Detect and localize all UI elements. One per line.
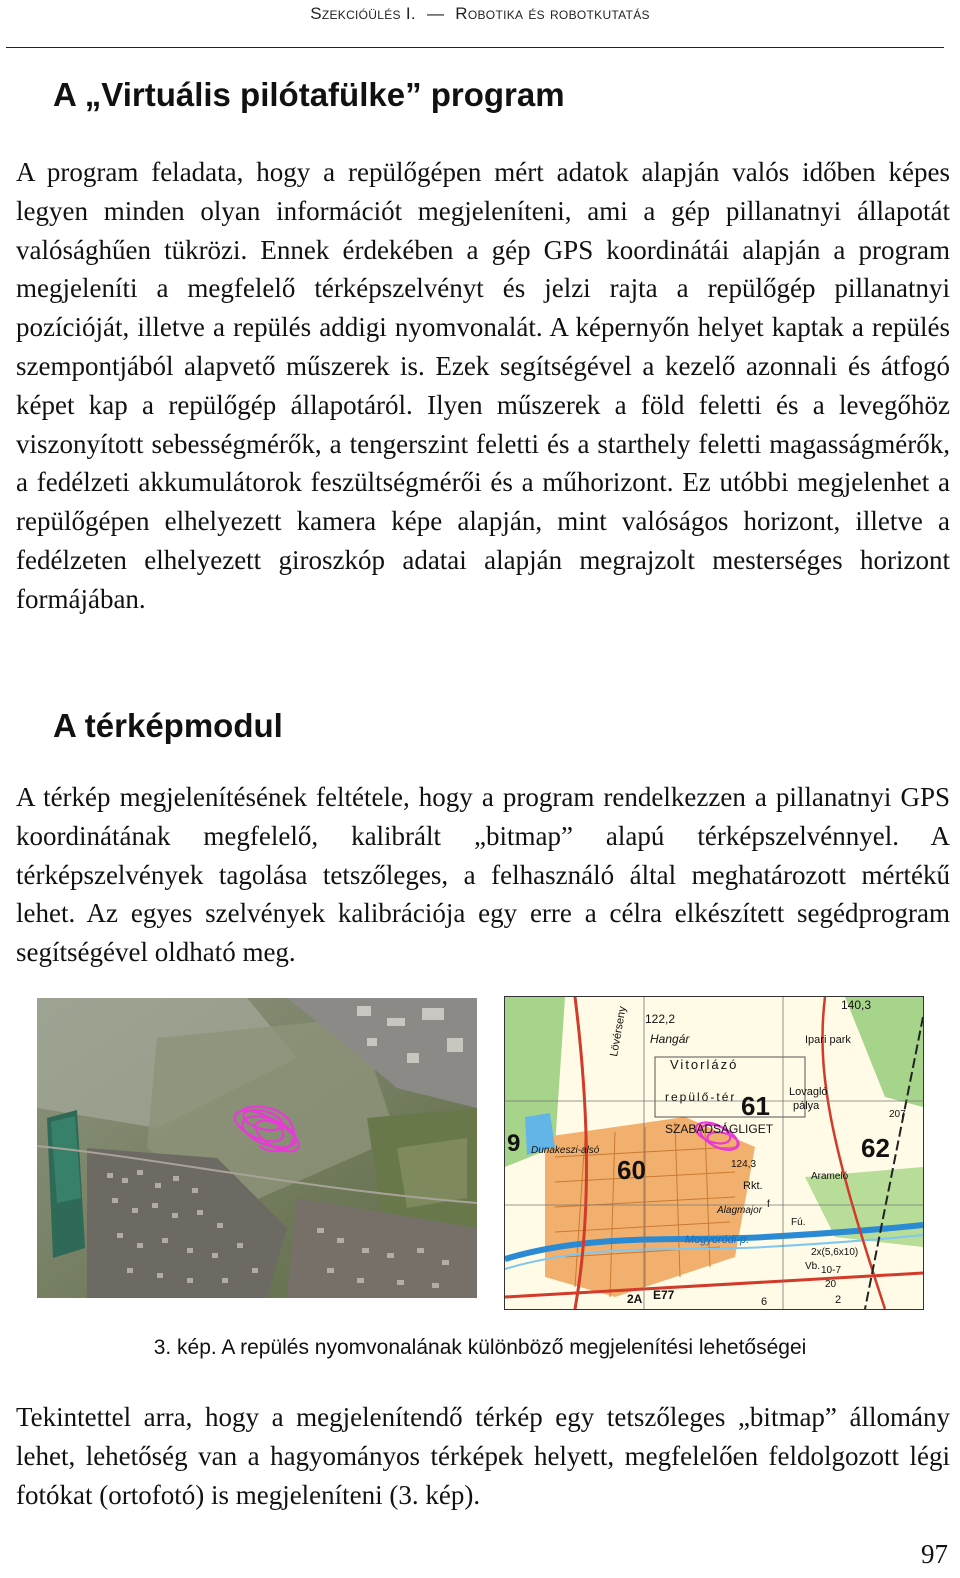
- map-label: E77: [653, 1288, 675, 1302]
- map-label: Rkt.: [743, 1180, 763, 1192]
- map-label: Vitorlázó: [670, 1057, 739, 1072]
- map-label: Vb.: [805, 1261, 821, 1272]
- map-label: 9: [507, 1130, 521, 1157]
- aerial-photo-figure: [37, 998, 477, 1298]
- map-label: Arameló: [811, 1171, 849, 1182]
- map-label: Ipari park: [805, 1034, 851, 1046]
- map-label: 2x(5,6x10): [811, 1247, 859, 1258]
- map-label: Lövérseny: [608, 1005, 629, 1058]
- aerial-photo-image: [37, 998, 477, 1298]
- map-label: Mogyoródi-p.: [685, 1234, 750, 1246]
- map-label: 124,3: [731, 1159, 757, 1170]
- header-section: Szekcióülés I.: [310, 4, 416, 23]
- map-label: Fú.: [791, 1217, 806, 1228]
- topographic-map-image: [505, 997, 923, 1309]
- map-label: 122,2: [645, 1012, 676, 1026]
- map-label: Hangár: [650, 1032, 690, 1046]
- header-topic: Robotika és robotkutatás: [455, 4, 650, 23]
- paragraph-orthophoto: Tekintettel arra, hogy a megjelenítendő térkép egy tetszőleges „bitmap” állomány lehet, lehetőség van a hagyományos térképek helyett, megfelelően feldolgozott légi fotókat (ortofotó) is megjeleníteni (3. kép).: [16, 1402, 950, 1510]
- map-label: 2A: [627, 1292, 643, 1306]
- map-label: 10-7: [821, 1265, 842, 1276]
- map-label: 62: [861, 1133, 890, 1163]
- map-label: 61: [741, 1091, 770, 1121]
- running-header: [0, 0, 960, 40]
- map-label: pálya: [793, 1100, 820, 1112]
- map-label: 6: [761, 1296, 768, 1308]
- section-heading-map-module: A térképmodul: [53, 707, 283, 744]
- map-label: Dunakeszi-alsó: [531, 1145, 600, 1156]
- topographic-map-figure: [504, 996, 924, 1310]
- map-label: f: [767, 1199, 770, 1210]
- paragraph-map-requirements: A térkép megjelenítésének feltétele, hogy a program rendelkezzen a pillanatnyi GPS koordinátának megfelelő, kalibrált „bitmap” alapú térképszelvénnyel. A térképszelvények tagolása tetszőleges, a felhasználó által meghatározott mértékű lehet. Az egyes szelvények kalibrációja egy erre a célra elkészített segédprogram segítségével oldható meg.: [16, 782, 950, 968]
- header-separator: —: [426, 4, 445, 23]
- map-label: 20: [825, 1279, 837, 1290]
- map-label: 140,3: [841, 998, 872, 1012]
- page-number: 97: [921, 1539, 948, 1569]
- map-label: 207: [889, 1109, 906, 1120]
- map-label: SZABADSÁGLIGET: [665, 1122, 774, 1136]
- figure-caption: 3. kép. A repülés nyomvonalának különböző megjelenítési lehetőségei: [153, 1336, 807, 1359]
- map-label: 60: [617, 1155, 646, 1185]
- section-heading-virtual-cockpit: A „Virtuális pilótafülke” program: [53, 76, 565, 113]
- paragraph-program-description: A program feladata, hogy a repülőgépen mért adatok alapján valós időben képes legyen minden olyan információt megjeleníteni, ami a gép pillanatnyi állapotát valósághűen tükrözi. Ennek érdekében a gép GPS koordinátái alapján a program megjeleníti a megfelelő térképszelvényt és jelzi rajta a repülőgép pillanatnyi pozícióját, illetve a repülés addigi nyomvonalát. A képernyőn helyet kaptak a repülés szempontjából alapvető műszerek is. Ezek segítségével a kezelő azonnali és átfogó képet kap a repülőgép állapotáról. Ilyen műszerek a föld feletti és a levegőhöz viszonyított sebességmérők, a tengerszint feletti és a starthely feletti magasságmérők, a fedélzeti akkumulátorok feszültségmérői és a műhorizont. Ez utóbbi megjelenhet a repülőgépen elhelyezett kamera képe alapján, mint valóságos horizont, illetve a fedélzeten elhelyezett giroszkóp adatai alapján megrajzolt mesterséges horizont formájában.: [16, 157, 950, 614]
- header-rule: [6, 47, 944, 48]
- map-label: repülő-tér: [665, 1090, 737, 1104]
- map-label: 2: [835, 1294, 842, 1306]
- map-label: Lovagló: [789, 1086, 828, 1098]
- map-label: Alagmajor: [717, 1205, 763, 1216]
